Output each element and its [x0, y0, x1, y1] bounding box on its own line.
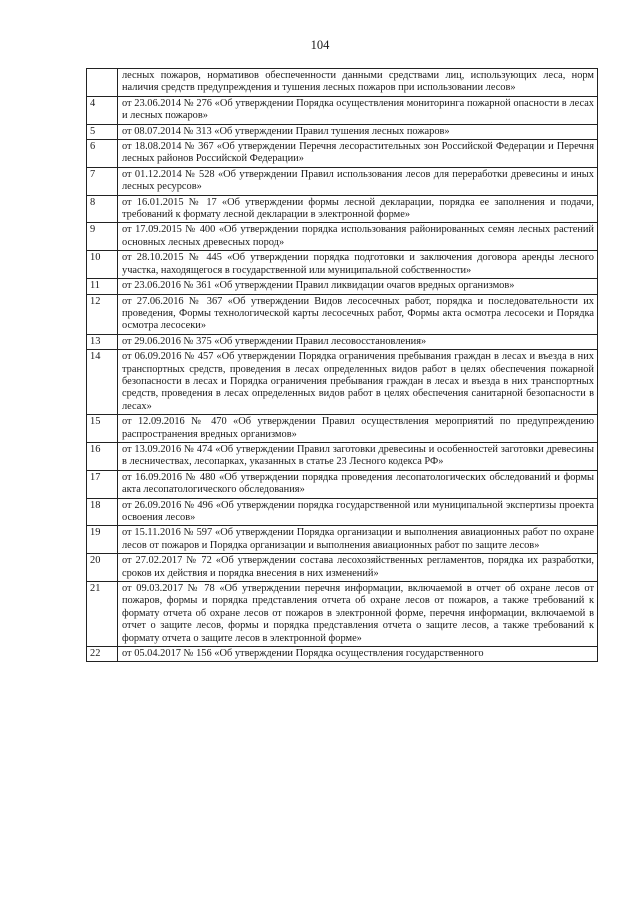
row-number: 6	[87, 140, 118, 168]
row-text: от 09.03.2017 № 78 «Об утверждении перечня информации, включаемой в отчет об охране лесов от пожаров, формы и порядка представления отчета об охране лесов от пожаров, а также требований к формату отчета об охране лесов от пожаров в электронной форме, перечня информации, включаемой в отчет о защите лесов, формы и порядка представления отчета о защите лесов, а также требований к формату отчета о защите лесов в электронной форме»	[118, 582, 598, 647]
row-number: 4	[87, 96, 118, 124]
table-row	[87, 554, 598, 582]
table-row	[87, 251, 598, 279]
row-number: 21	[87, 582, 118, 647]
row-text: от 27.06.2016 № 367 «Об утверждении Видов лесосечных работ, порядка и последовательности их проведения, Формы технологической карты лесосечных работ, Формы акта осмотра лесосеки и Порядка осмотра лесосеки»	[118, 294, 598, 334]
table-row	[87, 526, 598, 554]
row-number: 15	[87, 415, 118, 443]
table-row	[87, 350, 598, 415]
row-number: 5	[87, 124, 118, 139]
row-number: 11	[87, 279, 118, 294]
table-row	[87, 415, 598, 443]
row-text: от 17.09.2015 № 400 «Об утверждении порядка использования районированных семян лесных растений основных лесных древесных пород»	[118, 223, 598, 251]
row-number: 14	[87, 350, 118, 415]
regulations-table	[86, 68, 598, 662]
row-text: от 16.09.2016 № 480 «Об утверждении порядка проведения лесопатологических обследований и формы акта лесопатологического обследования»	[118, 470, 598, 498]
table-row	[87, 279, 598, 294]
row-text: лесных пожаров, нормативов обеспеченности данными средствами лиц, использующих леса, норм наличия средств предупреждения и тушения лесных пожаров при использовании лесов»	[118, 69, 598, 97]
row-number: 10	[87, 251, 118, 279]
row-text: от 28.10.2015 № 445 «Об утверждении порядка подготовки и заключения договора аренды лесного участка, находящегося в государственной или муниципальной собственности»	[118, 251, 598, 279]
row-text: от 29.06.2016 № 375 «Об утверждении Правил лесовосстановления»	[118, 334, 598, 349]
table-row	[87, 498, 598, 526]
table-row	[87, 69, 598, 97]
row-text: от 18.08.2014 № 367 «Об утверждении Перечня лесорастительных зон Российской Федерации и Перечня лесных районов Российской Федерации»	[118, 140, 598, 168]
table-row	[87, 647, 598, 662]
row-number: 12	[87, 294, 118, 334]
row-text: от 01.12.2014 № 528 «Об утверждении Правил использования лесов для переработки древесины и иных лесных ресурсов»	[118, 167, 598, 195]
table-body	[87, 69, 598, 662]
table-row	[87, 442, 598, 470]
row-number: 22	[87, 647, 118, 662]
table-row	[87, 167, 598, 195]
row-text: от 23.06.2014 № 276 «Об утверждении Порядка осуществления мониторинга пожарной опасности в лесах и лесных пожаров»	[118, 96, 598, 124]
row-text: от 12.09.2016 № 470 «Об утверждении Правил осуществления мероприятий по предупреждению распространения вредных организмов»	[118, 415, 598, 443]
row-number: 16	[87, 442, 118, 470]
table-row	[87, 223, 598, 251]
row-text: от 26.09.2016 № 496 «Об утверждении порядка государственной или муниципальной экспертизы проекта освоения лесов»	[118, 498, 598, 526]
row-text: от 06.09.2016 № 457 «Об утверждении Порядка ограничения пребывания граждан в лесах и въезда в них транспортных средств, проведения в лесах определенных видов работ в целях обеспечения пожарной безопасности в лесах и Порядка ограничения пребывания граждан в лесах и въезда в них транспортных средств, проведения в лесах определенных видов работ в целях обеспечения санитарной безопасности в лесах»	[118, 350, 598, 415]
row-number: 9	[87, 223, 118, 251]
row-number: 7	[87, 167, 118, 195]
row-text: от 05.04.2017 № 156 «Об утверждении Порядка осуществления государственного	[118, 647, 598, 662]
table-row	[87, 470, 598, 498]
row-text: от 16.01.2015 № 17 «Об утверждении формы лесной декларации, порядка ее заполнения и подачи, требований к формату лесной декларации в электронной форме»	[118, 195, 598, 223]
table-row	[87, 582, 598, 647]
table-row	[87, 334, 598, 349]
row-text: от 13.09.2016 № 474 «Об утверждении Правил заготовки древесины и особенностей заготовки древесины в лесничествах, лесопарках, указанных в статье 23 Лесного кодекса РФ»	[118, 442, 598, 470]
row-number: 8	[87, 195, 118, 223]
row-number: 13	[87, 334, 118, 349]
row-number: 20	[87, 554, 118, 582]
row-number: 17	[87, 470, 118, 498]
table-row	[87, 195, 598, 223]
table-row	[87, 124, 598, 139]
row-number: 19	[87, 526, 118, 554]
row-text: от 23.06.2016 № 361 «Об утверждении Правил ликвидации очагов вредных организмов»	[118, 279, 598, 294]
row-text: от 27.02.2017 № 72 «Об утверждении состава лесохозяйственных регламентов, порядка их разработки, сроков их действия и порядка внесения в них изменений»	[118, 554, 598, 582]
row-text: от 08.07.2014 № 313 «Об утверждении Правил тушения лесных пожаров»	[118, 124, 598, 139]
table-row	[87, 140, 598, 168]
row-number	[87, 69, 118, 97]
row-number: 18	[87, 498, 118, 526]
table-row	[87, 294, 598, 334]
page-number: 104	[310, 38, 330, 52]
table-row	[87, 96, 598, 124]
row-text: от 15.11.2016 № 597 «Об утверждении Порядка организации и выполнения авиационных работ по охране лесов от пожаров и Порядка организации и выполнения авиационных работ по защите лесов»	[118, 526, 598, 554]
